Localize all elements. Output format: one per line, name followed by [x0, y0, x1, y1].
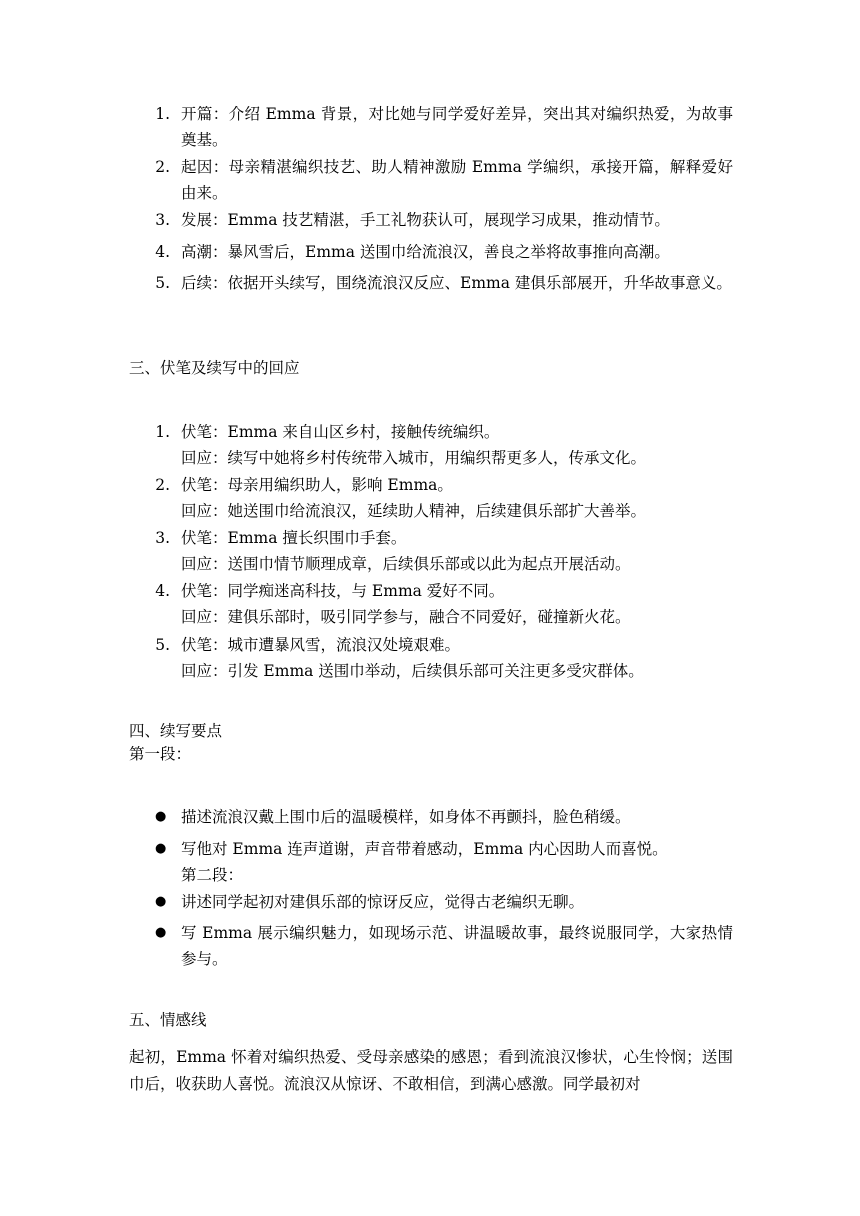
response-text: 回应：续写中她将乡村传统带入城市，用编织帮更多人，传承文化。: [181, 449, 647, 467]
foreshadow-text: 伏笔：城市遭暴风雪，流浪汉处境艰难。: [181, 636, 461, 654]
bullet-item: [0, 920, 860, 972]
foreshadow-text: 伏笔：Emma 擅长织围巾手套。: [181, 529, 407, 547]
response-text: 回应：引发 Emma 送围巾举动，后续俱乐部可关注更多受灾群体。: [181, 662, 644, 680]
bullet-text: 讲述同学起初对建俱乐部的惊讶反应，觉得古老编织无聊。: [181, 893, 585, 911]
list-number: 4.: [155, 243, 170, 261]
list-number: 1.: [155, 105, 170, 123]
paragraph-label: 第二段：: [181, 866, 244, 884]
section-heading: 三、伏笔及续写中的回应: [129, 359, 300, 377]
list-item: [0, 239, 860, 265]
list-item: [0, 207, 860, 233]
list-item: [0, 270, 860, 296]
list-number: 3.: [155, 529, 170, 547]
bullet-dot-icon: ●: [155, 809, 167, 824]
list-text: 后续：依据开头续写，围绕流浪汉反应、Emma 建俱乐部展开，升华故事意义。: [181, 274, 732, 292]
list-item: [0, 578, 860, 630]
bullet-dot-icon: ●: [155, 894, 167, 909]
list-number: 4.: [155, 582, 170, 600]
list-number: 2.: [155, 476, 170, 494]
response-text: 回应：她送围巾给流浪汉，延续助人精神，后续建俱乐部扩大善举。: [181, 502, 647, 520]
list-text: 开篇：介绍 Emma 背景，对比她与同学爱好差异，突出其对编织热爱，为故事奠基。: [181, 105, 733, 149]
bullet-text: 描述流浪汉戴上围巾后的温暖模样，如身体不再颤抖，脸色稍缓。: [181, 808, 631, 826]
list-item: [0, 154, 860, 206]
list-number: 1.: [155, 423, 170, 441]
body-paragraph: 起初，Emma 怀着对编织热爱、受母亲感染的感恩；看到流浪汉惨状，心生怜悯；送围巾后，收获助人喜悦。流浪汉从惊讶、不敢相信，到满心感激。同学最初对: [129, 1048, 733, 1093]
list-text: 发展：Emma 技艺精湛，手工礼物获认可，展现学习成果，推动情节。: [181, 211, 670, 229]
paragraph-label: 第一段：: [129, 745, 192, 763]
list-item: [0, 525, 860, 577]
list-text: 高潮：暴风雪后，Emma 送围巾给流浪汉，善良之举将故事推向高潮。: [181, 243, 670, 261]
list-item: [0, 472, 860, 524]
list-number: 5.: [155, 274, 170, 292]
bullet-text: 写他对 Emma 连声道谢，声音带着感动，Emma 内心因助人而喜悦。: [181, 840, 668, 858]
section-heading: 四、续写要点: [129, 722, 223, 740]
foreshadow-text: 伏笔：同学痴迷高科技，与 Emma 爱好不同。: [181, 582, 505, 600]
list-number: 5.: [155, 636, 170, 654]
list-item: [0, 419, 860, 471]
foreshadow-text: 伏笔：母亲用编织助人，影响 Emma。: [181, 476, 453, 494]
list-number: 2.: [155, 158, 170, 176]
list-item: [0, 101, 860, 153]
bullet-dot-icon: ●: [155, 841, 167, 856]
response-text: 回应：建俱乐部时，吸引同学参与，融合不同爱好，碰撞新火花。: [181, 608, 631, 626]
list-number: 3.: [155, 211, 170, 229]
bullet-dot-icon: ●: [155, 925, 167, 940]
bullet-item: [0, 889, 860, 915]
list-text: 起因：母亲精湛编织技艺、助人精神激励 Emma 学编织，承接开篇，解释爱好由来。: [181, 158, 733, 202]
response-text: 回应：送围巾情节顺理成章，后续俱乐部或以此为起点开展活动。: [181, 555, 631, 573]
section-heading: 五、情感线: [129, 1011, 207, 1029]
list-item: [0, 632, 860, 684]
bullet-text: 写 Emma 展示编织魅力，如现场示范、讲温暖故事，最终说服同学，大家热情参与。: [181, 924, 733, 968]
bullet-item: [0, 836, 860, 888]
foreshadow-text: 伏笔：Emma 来自山区乡村，接触传统编织。: [181, 423, 500, 441]
bullet-item: [0, 804, 860, 830]
